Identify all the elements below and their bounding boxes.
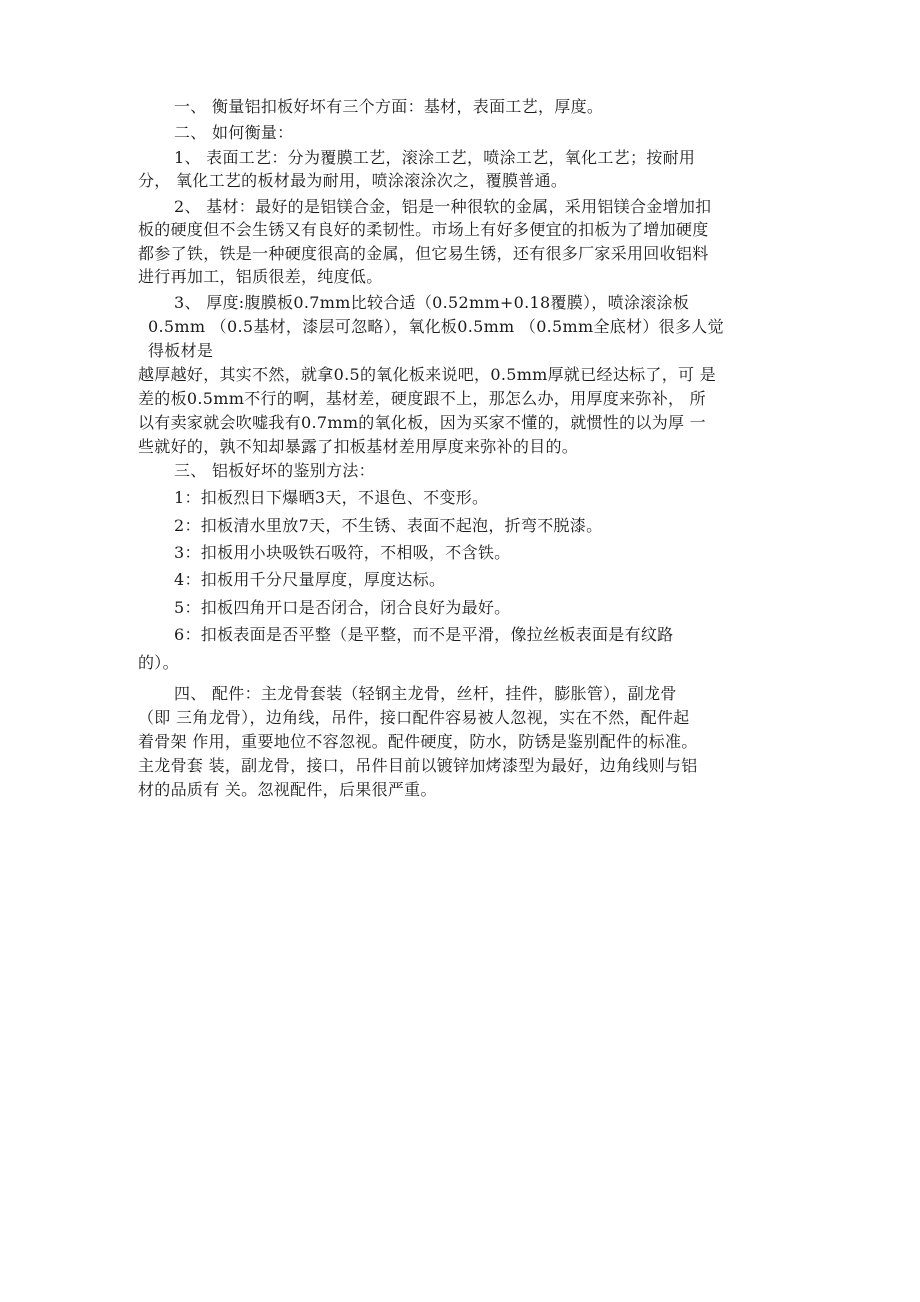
list-item: 3：扣板用小块吸铁石吸符，不相吸，不含铁。 [174, 543, 511, 562]
list-item: 5：扣板四角开口是否闭合，闭合良好为最好。 [174, 598, 511, 617]
section-two-heading: 二、 如何衡量： [174, 123, 294, 142]
paragraph-line: 材的品质有 关。忽视配件，后果很严重。 [138, 780, 437, 799]
paragraph-line: 主龙骨套 装，副龙骨，接口，吊件目前以镀锌加烤漆型为最好，边角线则与铝 [138, 756, 698, 775]
paragraph-line: 都参了铁，铁是一种硬度很高的金属，但它易生锈，还有很多厂家采用回收铝料 [138, 244, 709, 263]
paragraph-line: （即 三角龙骨），边角线，吊件，接口配件容易被人忽视，实在不然，配件起 [138, 708, 690, 727]
paragraph-line: 板的硬度但不会生锈又有良好的柔韧性。市场上有好多便宜的扣板为了增加硬度 [138, 220, 709, 239]
list-item: 4：扣板用千分尺量厚度，厚度达标。 [174, 570, 446, 589]
section-four-heading: 四、 配件：主龙骨套装（轻钢主龙骨，丝杆，挂件，膨胀管），副龙骨 [174, 684, 677, 703]
paragraph-line: 3、 厚度:腹膜板0.7mm比较合适（0.52mm+0.18覆膜），喷涂滚涂板 [174, 293, 690, 312]
paragraph-line: 差的板0.5mm不行的啊，基材差，硬度跟不上，那怎么办，用厚度来弥补， 所 [138, 389, 706, 408]
paragraph-line: 进行再加工，铝质很差，纯度低。 [138, 267, 383, 286]
paragraph-line: 些就好的，孰不知却暴露了扣板基材差用厚度来弥补的目的。 [138, 437, 579, 456]
list-item: 2：扣板清水里放7天，不生锈、表面不起泡，折弯不脱漆。 [174, 516, 603, 535]
paragraph-line: 以有卖家就会吹嘘我有0.7mm的氧化板，因为买家不懂的，就惯性的以为厚 一 [138, 413, 706, 432]
paragraph-line: 1、 表面工艺：分为覆膜工艺，滚涂工艺，喷涂工艺，氧化工艺；按耐用 [174, 148, 696, 167]
list-item-continuation: 的）。 [138, 653, 179, 672]
list-item: 6：扣板表面是否平整（是平整，而不是平滑，像拉丝板表面是有纹路 [174, 625, 674, 644]
paragraph-line: 0.5mm （0.5基材，漆层可忽略），氧化板0.5mm （0.5mm全底材）很多人觉 [148, 317, 724, 336]
section-one-heading: 一、 衡量铝扣板好坏有三个方面：基材，表面工艺，厚度。 [174, 97, 604, 116]
paragraph-line: 2、 基材：最好的是铝镁合金，铝是一种很软的金属，采用铝镁合金增加扣 [174, 197, 712, 216]
paragraph-line: 越厚越好，其实不然，就拿0.5的氧化板来说吧，0.5mm厚就已经达标了，可 是 [138, 365, 717, 384]
paragraph-line: 分， 氧化工艺的板材最为耐用，喷涂滚涂次之，覆膜普通。 [138, 171, 568, 190]
list-item: 1：扣板烈日下爆晒3天，不退色、不变形。 [174, 488, 489, 507]
paragraph-line: 得板材是 [148, 341, 214, 360]
section-three-heading: 三、 铝板好坏的鉴别方法： [174, 461, 375, 480]
paragraph-line: 着骨架 作用，重要地位不容忽视。配件硬度，防水，防锈是鉴别配件的标准。 [138, 732, 698, 751]
